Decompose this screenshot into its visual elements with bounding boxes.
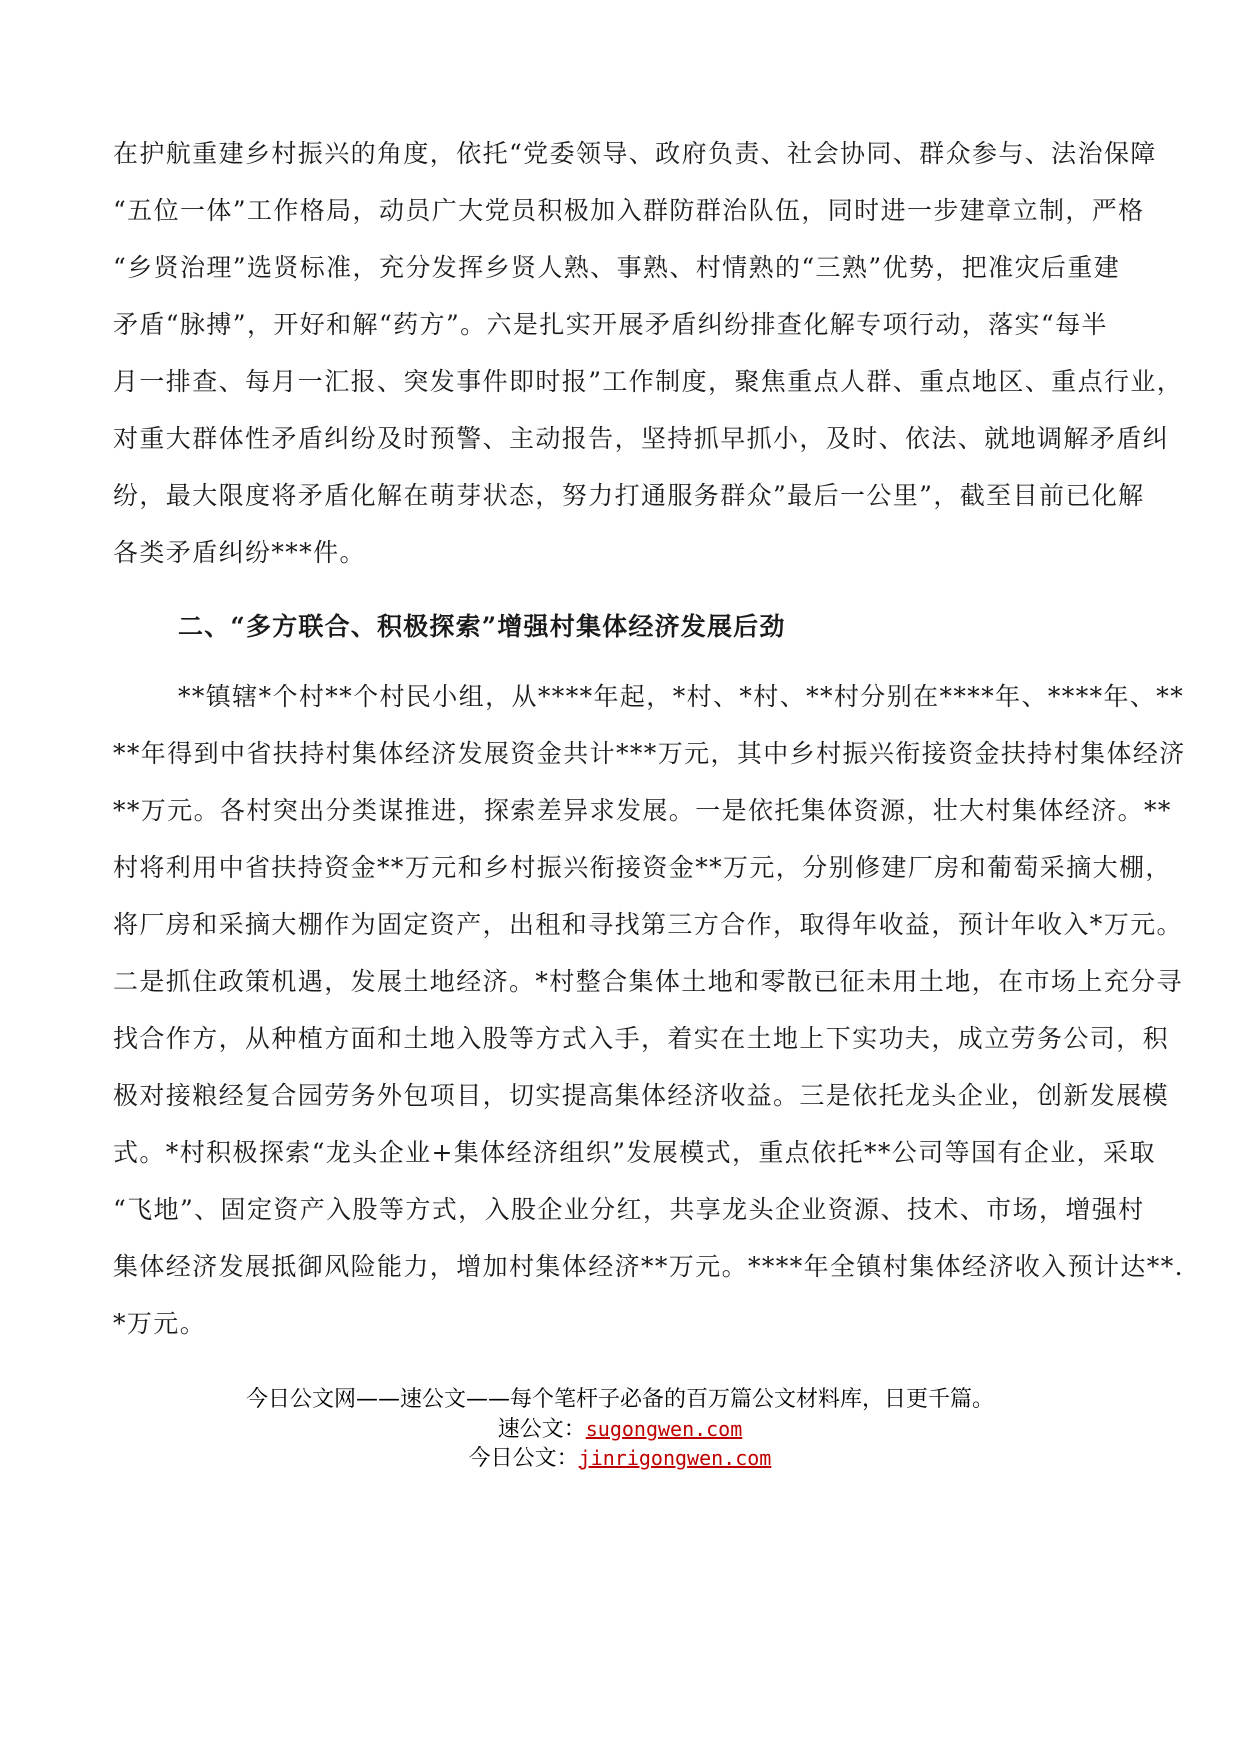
paragraph-line: 在护航重建乡村振兴的角度，依托“党委领导、政府负责、社会协同、群众参与、法治保障 [113, 139, 1157, 168]
paragraph-line: 极对接粮经复合园劳务外包项目，切实提高集体经济收益。三是依托龙头企业，创新发展模 [113, 1081, 1170, 1110]
paragraph-line: 矛盾“脉搏”，开好和解“药方”。六是扎实开展矛盾纠纷排查化解专项行动，落实“每半 [113, 310, 1108, 339]
paragraph-line: 式。*村积极探索“龙头企业+集体经济组织”发展模式，重点依托**公司等国有企业，采取 [113, 1138, 1156, 1167]
paragraph-line: 二是抓住政策机遇，发展土地经济。*村整合集体土地和零散已征未用土地，在市场上充分寻 [113, 967, 1183, 996]
paragraph-line: *万元。 [113, 1309, 207, 1338]
paragraph-line: 对重大群体性矛盾纠纷及时预警、主动报告，坚持抓早抓小，及时、依法、就地调解矛盾纠 [113, 424, 1170, 453]
paragraph-line: “五位一体”工作格局，动员广大党员积极加入群防群治队伍，同时进一步建章立制，严格 [113, 196, 1145, 225]
footer-link-sugongwen[interactable]: sugongwen.com [585, 1417, 743, 1441]
footer-link-label: 速公文： [497, 1417, 586, 1442]
paragraph-line: 月一排查、每月一汇报、突发事件即时报”工作制度，聚焦重点人群、重点地区、重点行业， [113, 367, 1184, 396]
paragraph-line: 纷，最大限度将矛盾化解在萌芽状态，努力打通服务群众”最后一公里”，截至目前已化解 [113, 481, 1145, 510]
footer-link-jinrigongwen[interactable]: jinrigongwen.com [578, 1446, 772, 1470]
paragraph-line: 村将利用中省扶持资金**万元和乡村振兴衔接资金**万元，分别修建厂房和葡萄采摘大棚， [113, 853, 1172, 882]
footer-link-row-2 [0, 1444, 1240, 1473]
footer-link-label: 今日公文： [468, 1446, 579, 1471]
paragraph-line: 集体经济发展抵御风险能力，增加村集体经济**万元。****年全镇村集体经济收入预计达**. [113, 1252, 1184, 1281]
section-heading: 二、“多方联合、积极探索”增强村集体经济发展后劲 [178, 612, 786, 641]
paragraph-line: 将厂房和采摘大棚作为固定资产，出租和寻找第三方合作，取得年收益，预计年收入*万元。 [113, 910, 1183, 939]
paragraph-line: **镇辖*个村**个村民小组，从****年起，*村、*村、**村分别在****年、****年、** [178, 682, 1185, 711]
paragraph-line: **年得到中省扶持村集体经济发展资金共计***万元，其中乡村振兴衔接资金扶持村集体经济 [113, 739, 1186, 768]
paragraph-line: “乡贤治理”选贤标准，充分发挥乡贤人熟、事熟、村情熟的“三熟”优势，把准灾后重建 [113, 253, 1121, 282]
paragraph-line: 找合作方，从种植方面和土地入股等方式入手，着实在土地上下实功夫，成立劳务公司，积 [113, 1024, 1170, 1053]
paragraph-line: “飞地”、固定资产入股等方式，入股企业分红，共享龙头企业资源、技术、市场，增强村 [113, 1195, 1145, 1224]
footer-tagline: 今日公文网——速公文——每个笔杆子必备的百万篇公文材料库，日更千篇。 [245, 1387, 994, 1412]
footer-link-row-1 [0, 1415, 1240, 1444]
paragraph-line: **万元。各村突出分类谋推进，探索差异求发展。一是依托集体资源，壮大村集体经济。** [113, 796, 1172, 825]
paragraph-line: 各类矛盾纠纷***件。 [113, 538, 366, 567]
